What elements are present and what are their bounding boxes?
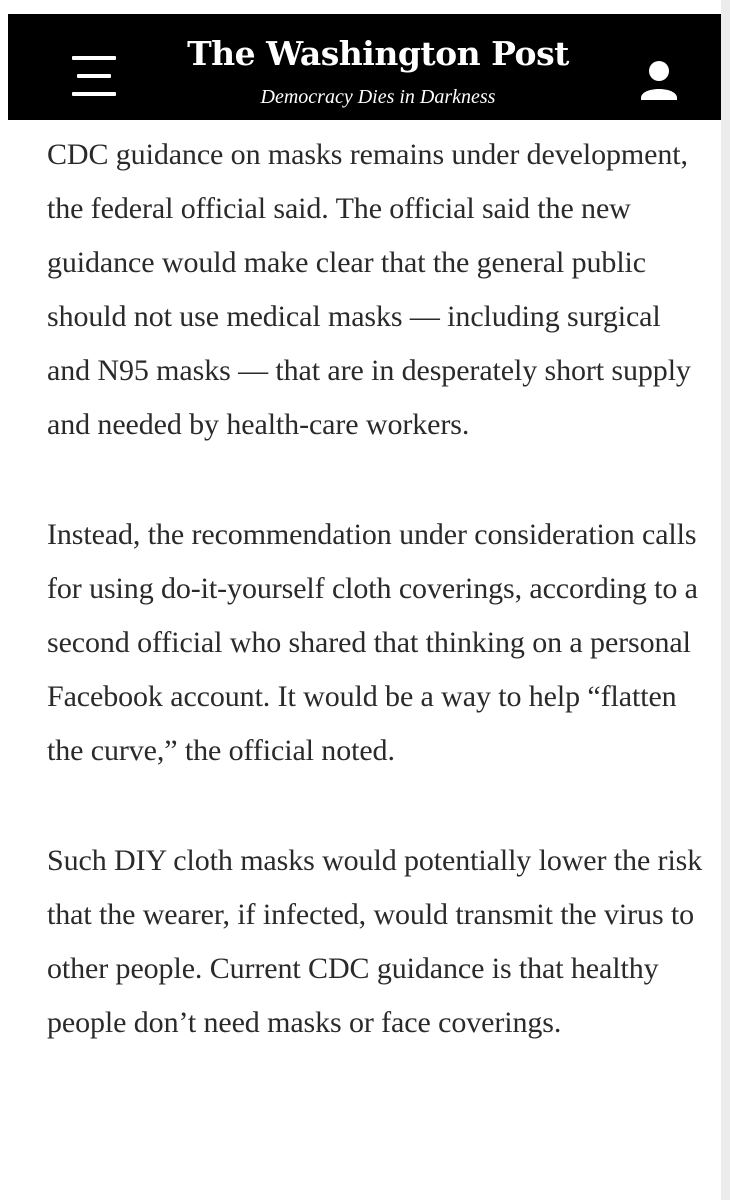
site-header [8,14,721,120]
site-tagline: Democracy Dies in Darkness [260,86,496,108]
masthead[interactable] [158,28,598,109]
hamburger-menu-icon [68,52,118,100]
status-bar-area [0,0,730,14]
article-paragraph: CDC guidance on masks remains under development, the federal official said. The official said the new guidance would make clear that the general public should not use medical masks — including surgical and N95 masks — that are in desperately short supply and needed by health-care workers. [47,138,691,441]
account-button[interactable] [638,60,680,106]
article-body [47,128,707,1106]
article-paragraph: Such DIY cloth masks would potentially lower the risk that the wearer, if infected, would transmit the virus to other people. Current CDC guidance is that healthy people don’t need masks or face coverings. [47,844,703,1039]
article-paragraph: Instead, the recommendation under consideration calls for using do-it-yourself cloth coverings, according to a second official who shared that thinking on a personal Facebook account. It would be a way to help “flatten the curve,” the official noted. [47,518,698,767]
page-edge [721,0,730,1200]
user-account-icon [638,60,680,106]
site-logo[interactable]: The Washington Post [187,34,569,73]
menu-button[interactable] [68,52,118,100]
